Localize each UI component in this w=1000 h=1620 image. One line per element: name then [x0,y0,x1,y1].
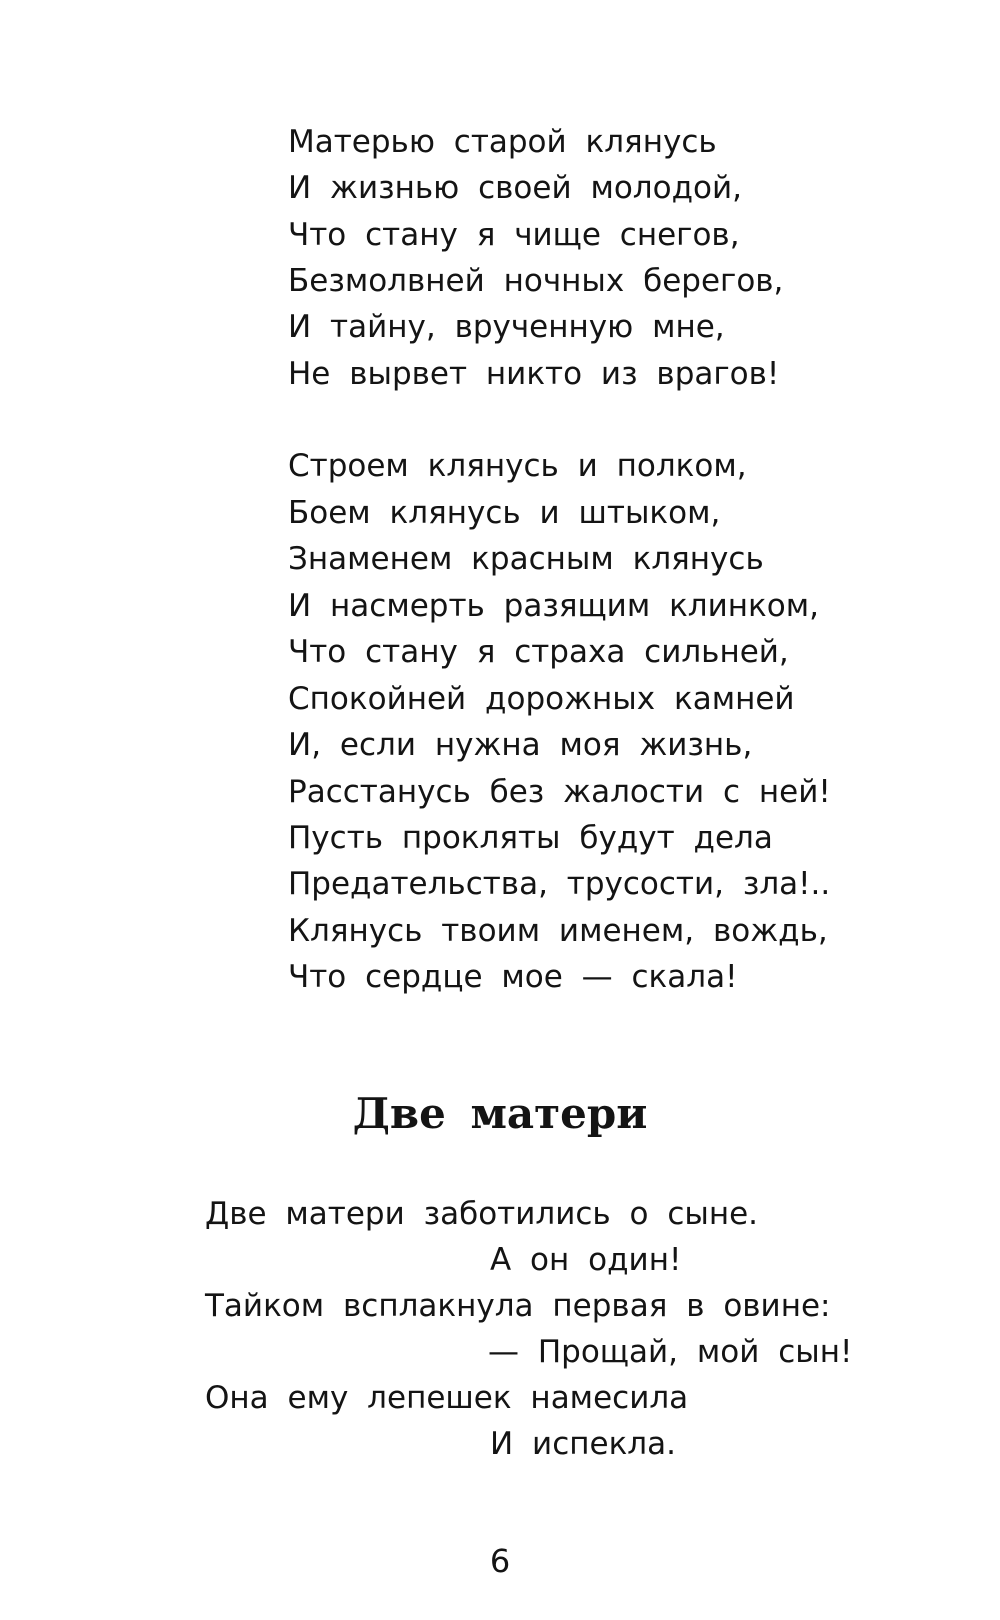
poem-line: Она ему лепешек намесила [205,1380,689,1416]
poem-line: Безмолвней ночных берегов, [288,263,784,299]
poem-line: Расстанусь без жалости с ней! [288,774,831,810]
poem-line: А он один! [490,1242,682,1278]
poem-line: Спокойней дорожных камней [288,681,795,717]
poem-line: Предательства, трусости, зла!.. [288,866,831,902]
poem-line: И, если нужна моя жизнь, [288,727,753,763]
poem-line: И тайну, врученную мне, [288,309,725,345]
poem-line: Тайком всплакнула первая в овине: [205,1288,831,1324]
poem-line: Что стану я страха сильней, [288,634,789,670]
poem-line: — Прощай, мой сын! [488,1334,853,1370]
poem-line: Не вырвет никто из врагов! [288,356,780,392]
poem-line: Что сердце мое — скала! [288,959,738,995]
poem-line: Боем клянусь и штыком, [288,495,721,531]
poem-line: Что стану я чище снегов, [288,217,740,253]
poem-line: Две матери заботились о сыне. [205,1196,759,1232]
poem-title: Две матери [352,1089,648,1138]
poem-line: И насмерть разящим клинком, [288,588,819,624]
page-number: 6 [489,1542,511,1580]
poem-line: Знаменем красным клянусь [288,541,764,577]
poem-line: И испекла. [490,1426,676,1462]
poem-line: Матерью старой клянусь [288,124,717,160]
poem-line: Строем клянусь и полком, [288,448,747,484]
poem-line: Клянусь твоим именем, вождь, [288,913,828,949]
poem-line: Пусть прокляты будут дела [288,820,773,856]
poem-line: И жизнью своей молодой, [288,170,742,206]
